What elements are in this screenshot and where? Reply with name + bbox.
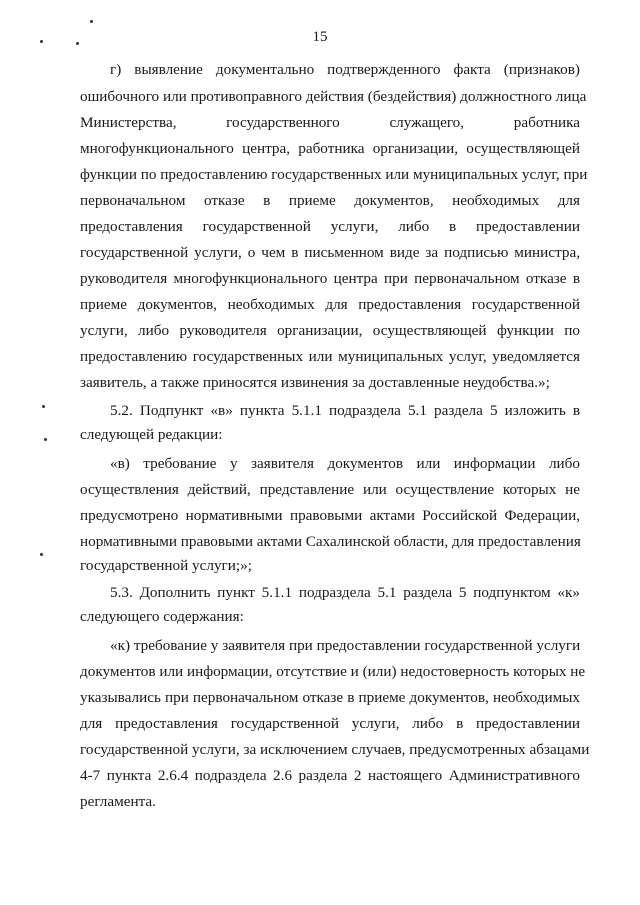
text-line: государственной услуги, о чем в письменном виде за подписью министра, xyxy=(80,244,580,261)
text-line: приеме документов, необходимых для предоставления государственной xyxy=(80,296,580,313)
text-line: осуществления действий, представление или осуществление которых не xyxy=(80,481,580,498)
text-line: следующей редакции: xyxy=(80,426,223,443)
text-line: 4-7 пункта 2.6.4 подраздела 2.6 раздела 2 настоящего Административного xyxy=(80,767,580,784)
scan-speck xyxy=(90,20,93,23)
text-line: ошибочного или противоправного действия (бездействия) должностного лица xyxy=(80,88,587,105)
text-line: «в) требование у заявителя документов или информации либо xyxy=(110,455,580,472)
page-number: 15 xyxy=(312,29,328,45)
text-line: нормативными правовыми актами Сахалинской области, для предоставления xyxy=(80,533,581,550)
text-line: регламента. xyxy=(80,793,156,810)
text-line: следующего содержания: xyxy=(80,608,244,625)
text-line: первоначальном отказе в приеме документов, необходимых для xyxy=(80,192,580,209)
text-line: 5.3. Дополнить пункт 5.1.1 подраздела 5.1 раздела 5 подпунктом «к» xyxy=(110,584,580,601)
text-line: предусмотрено нормативными правовыми актами Российской Федерации, xyxy=(80,507,580,524)
text-line: государственной услуги, за исключением случаев, предусмотренных абзацами xyxy=(80,741,590,758)
text-line: для предоставления государственной услуги, либо в предоставлении xyxy=(80,715,580,732)
scan-speck xyxy=(42,405,45,408)
text-line: функции по предоставлению государственных или муниципальных услуг, при xyxy=(80,166,588,183)
scan-speck xyxy=(44,438,47,441)
text-line: многофункционального центра, работника организации, осуществляющей xyxy=(80,140,580,157)
text-line: г) выявление документально подтвержденного факта (признаков) xyxy=(110,61,580,78)
text-line: «к) требование у заявителя при предоставлении государственной услуги xyxy=(110,637,581,654)
text-line: руководителя многофункционального центра при первоначальном отказе в xyxy=(80,270,580,287)
text-line: Министерства, государственного служащего, работника xyxy=(80,114,580,131)
text-line: 5.2. Подпункт «в» пункта 5.1.1 подраздела 5.1 раздела 5 изложить в xyxy=(110,402,580,419)
text-line: заявитель, а также приносятся извинения за доставленные неудобства.»; xyxy=(80,374,550,391)
text-line: государственной услуги;»; xyxy=(80,557,252,574)
text-line: предоставлению государственных или муниципальных услуг, уведомляется xyxy=(80,348,580,365)
scan-speck xyxy=(40,553,43,556)
text-line: указывались при первоначальном отказе в приеме документов, необходимых xyxy=(80,689,580,706)
text-line: предоставления государственной услуги, либо в предоставлении xyxy=(80,218,580,235)
text-line: услуги, либо руководителя организации, осуществляющей функции по xyxy=(80,322,580,339)
text-line: документов или информации, отсутствие и (или) недостоверность которых не xyxy=(80,663,586,680)
